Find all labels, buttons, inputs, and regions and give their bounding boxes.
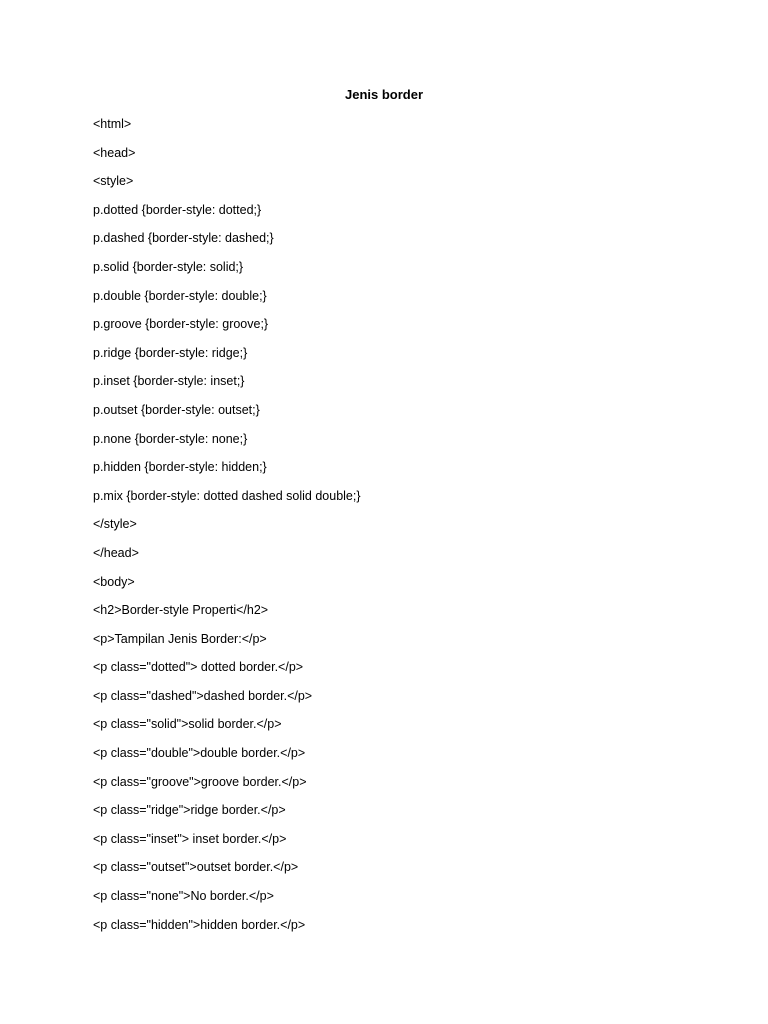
code-line: <p class="solid">solid border.</p> xyxy=(93,717,282,732)
code-line: <p class="inset"> inset border.</p> xyxy=(93,831,287,846)
code-line: <p class="outset">outset border.</p> xyxy=(93,860,299,875)
code-listing xyxy=(93,115,361,944)
code-line: p.none {border-style: none;} xyxy=(93,431,248,446)
code-line: p.outset {border-style: outset;} xyxy=(93,402,260,417)
code-line: p.groove {border-style: groove;} xyxy=(93,317,269,332)
code-line: p.inset {border-style: inset;} xyxy=(93,374,245,389)
code-line: <style> xyxy=(93,174,134,189)
code-line: <p class="dashed">dashed border.</p> xyxy=(93,688,313,703)
code-line: <body> xyxy=(93,574,135,589)
code-line: </head> xyxy=(93,545,139,560)
code-line: </style> xyxy=(93,517,137,532)
code-line: <html> xyxy=(93,117,132,131)
document-title: Jenis border xyxy=(344,87,424,102)
code-line: p.ridge {border-style: ridge;} xyxy=(93,345,248,360)
code-line: <p class="hidden">hidden border.</p> xyxy=(93,917,306,932)
code-line: <p class="groove">groove border.</p> xyxy=(93,774,307,789)
code-line: p.double {border-style: double;} xyxy=(93,288,267,303)
code-line: <p class="ridge">ridge border.</p> xyxy=(93,803,286,818)
code-line: <head> xyxy=(93,145,136,160)
code-line: <h2>Border-style Properti</h2> xyxy=(93,603,269,618)
code-line: <p>Tampilan Jenis Border:</p> xyxy=(93,631,267,646)
code-line: <p class="double">double border.</p> xyxy=(93,746,306,761)
code-line: p.mix {border-style: dotted dashed solid double;} xyxy=(93,488,361,503)
code-line: p.hidden {border-style: hidden;} xyxy=(93,460,267,475)
code-line: p.solid {border-style: solid;} xyxy=(93,259,244,274)
code-line: <p class="none">No border.</p> xyxy=(93,889,274,904)
code-line: p.dashed {border-style: dashed;} xyxy=(93,231,274,246)
code-line: <p class="dotted"> dotted border.</p> xyxy=(93,660,304,675)
code-line: p.dotted {border-style: dotted;} xyxy=(93,202,262,217)
